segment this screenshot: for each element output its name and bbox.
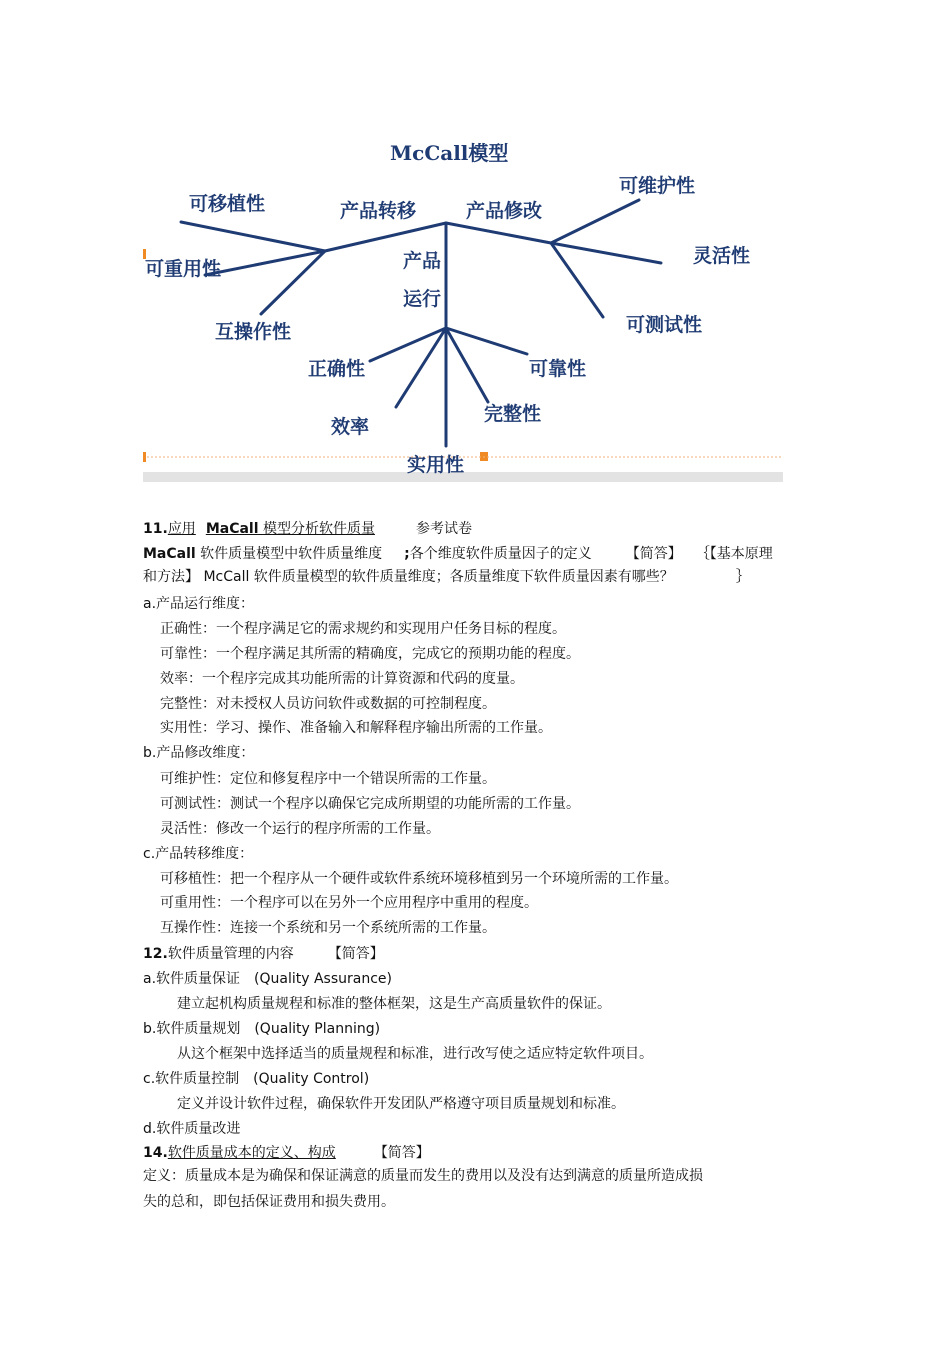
q14-title: [168, 1145, 374, 1161]
q11-line2-brace: ｛【基本原理: [695, 546, 773, 562]
q11-bold: MaCall: [205, 521, 259, 537]
marker-left-bottom: [143, 452, 146, 462]
section-a-heading: a.产品运行维度：: [143, 596, 255, 612]
q12-c-heading: [143, 1069, 369, 1089]
c-item-interoperability: 互操作性：连接一个系统和另一个系统所需的工作量。: [160, 920, 496, 936]
factor-reusability: 可重用性: [145, 258, 222, 280]
q11-tail: 参考试卷: [415, 521, 472, 537]
factor-testability: 可测试性: [626, 314, 703, 336]
q11-line3: [143, 567, 750, 587]
b-item-testability: 可测试性：测试一个程序以确保它完成所期望的功能所需的工作量。: [160, 796, 580, 812]
a-item-usability: 实用性：学习、操作、准备输入和解释程序输出所需的工作量。: [160, 720, 552, 736]
factor-maintainability: 可维护性: [619, 175, 696, 197]
factor-flexibility: 灵活性: [693, 245, 751, 267]
q14-def-line2: 失的总和，即包括保证费用和损失费用。: [143, 1194, 395, 1210]
factor-portability: 可移植性: [189, 193, 266, 215]
b-item-maintainability: 可维护性：定位和修复程序中一个错误所需的工作量。: [160, 771, 496, 787]
factor-usability: 实用性: [407, 454, 465, 476]
q11-heading: [143, 519, 472, 539]
diagram-title: McCall模型: [390, 141, 509, 165]
to-testability-line: [551, 243, 603, 317]
factor-interoperability: 互操作性: [215, 321, 292, 343]
q11-line2: [143, 544, 773, 564]
q12-b-en: (Quality Planning): [254, 1021, 381, 1037]
c-item-portability: 可移植性：把一个程序从一个硬件或软件系统环境移植到另一个环境所需的工作量。: [160, 871, 678, 887]
a-item-reliability: 可靠性：一个程序满足其所需的精确度，完成它的预期功能的程度。: [160, 646, 580, 662]
a-item-correctness: 正确性：一个程序满足它的需求规约和实现用户任务目标的程度。: [160, 621, 566, 637]
factor-reliability: 可靠性: [529, 358, 587, 380]
section-c-heading: c.产品转移维度：: [143, 846, 254, 862]
q11-line2-semicolon: ;: [404, 546, 410, 562]
a-item-efficiency: 效率：一个程序完成其功能所需的计算资源和代码的度量。: [160, 671, 524, 687]
q12-b-heading: [143, 1019, 380, 1039]
q14-tag: 【简答】: [373, 1145, 430, 1161]
q12-number: 12.: [143, 946, 168, 962]
q14-number: 14.: [143, 1145, 168, 1161]
section-b-heading: b.产品修改维度：: [143, 745, 255, 761]
to-maintainability-line: [551, 200, 639, 243]
q11-line2-tag: 【简答】: [625, 546, 682, 562]
q14-title-text: 软件质量成本的定义、构成: [167, 1145, 336, 1161]
branch-product-operation-1: 产品: [403, 250, 442, 272]
to-reusability-line: [205, 251, 325, 275]
c-item-reusability: 可重用性：一个程序可以在另外一个应用程序中重用的程度。: [160, 895, 538, 911]
q11-title: [168, 521, 391, 537]
branch-product-operation-2: 运行: [403, 288, 442, 310]
branch-product-revision: 产品修改: [466, 200, 543, 222]
b-item-flexibility: 灵活性：修改一个运行的程序所需的工作量。: [160, 821, 440, 837]
q12-c-head: c.软件质量控制: [143, 1071, 240, 1087]
q14-def-line1: 定义：质量成本是为确保和保证满意的质量而发生的费用以及没有达到满意的质量所造成损: [143, 1168, 703, 1184]
q12-tag: 【简答】: [327, 946, 384, 962]
factor-correctness: 正确性: [308, 358, 366, 380]
q12-heading: [143, 944, 384, 964]
q12-c-en: (Quality Control): [253, 1071, 370, 1087]
q12-a-heading: [143, 969, 392, 989]
q11-line3-text: 和方法】 McCall 软件质量模型的软件质量维度；各质量维度下软件质量因素有哪些？: [143, 569, 674, 585]
mccall-model-diagram: [143, 130, 783, 482]
q12-b-head: b.软件质量规划: [143, 1021, 241, 1037]
branch-right-line: [446, 223, 551, 243]
q12-a-en: (Quality Assurance): [254, 971, 392, 987]
to-portability-line: [181, 222, 325, 251]
q12-c-desc: 定义并设计软件过程，确保软件开发团队严格遵守项目质量规划和标准。: [177, 1096, 625, 1112]
q12-a-desc: 建立起机构质量规程和标准的整体框架，这是生产高质量软件的保证。: [177, 996, 611, 1012]
to-flexibility-line: [551, 243, 661, 263]
q14-heading: [143, 1143, 430, 1163]
branch-product-transition: 产品转移: [340, 200, 417, 222]
q11-line2-text: 软件质量模型中软件质量维度: [200, 546, 383, 562]
q12-d-heading: d.软件质量改进: [143, 1121, 241, 1137]
q11-line3-brace: ｝: [735, 569, 750, 585]
q11-rest: 模型分析软件质量: [262, 521, 375, 537]
q11-pre: 应用: [167, 521, 196, 537]
q12-title: 软件质量管理的内容: [167, 946, 294, 962]
q12-b-desc: 从这个框架中选择适当的质量规程和标准，进行改写使之适应特定软件项目。: [177, 1046, 653, 1062]
q11-line2-text2: 各个维度软件质量因子的定义: [409, 546, 592, 562]
factor-integrity: 完整性: [484, 403, 542, 425]
q12-a-head: a.软件质量保证: [143, 971, 241, 987]
q11-number: 11.: [143, 521, 168, 537]
branch-left-line: [325, 223, 446, 251]
factor-efficiency: 效率: [331, 416, 370, 438]
q11-line2-bold: MaCall: [143, 546, 196, 562]
a-item-integrity: 完整性：对未授权人员访问软件或数据的可控制程度。: [160, 696, 496, 712]
